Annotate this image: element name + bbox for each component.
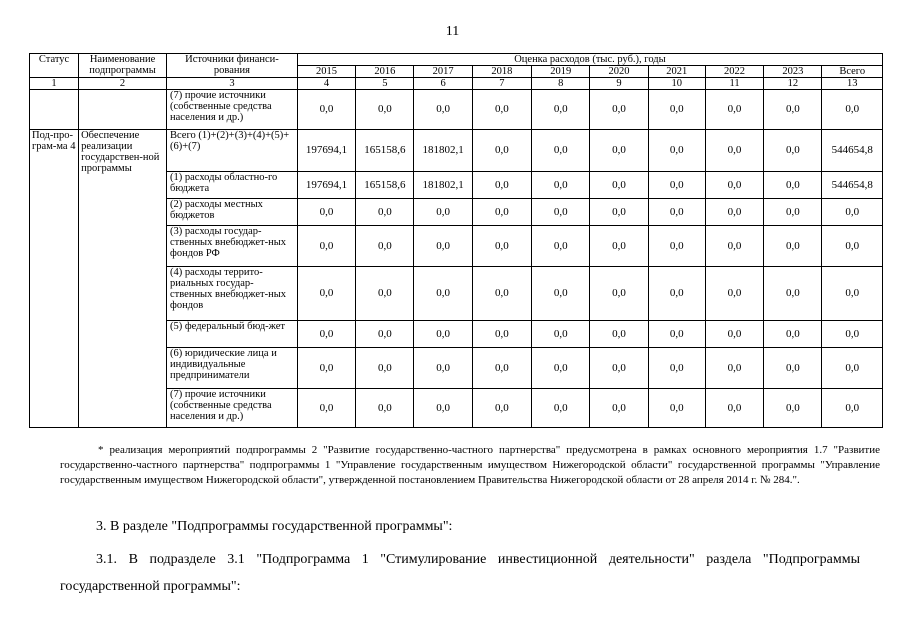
value-cell: 0,0 (648, 348, 705, 389)
source-cell: (5) федеральный бюд-жет (167, 321, 298, 348)
value-cell: 0,0 (297, 199, 355, 226)
column-number: 12 (764, 78, 822, 90)
value-cell: 197694,1 (297, 172, 355, 199)
column-number: 10 (648, 78, 705, 90)
header-year: 2022 (705, 66, 763, 78)
value-cell: 165158,6 (356, 172, 414, 199)
header-year: 2021 (648, 66, 705, 78)
value-cell: 0,0 (590, 130, 648, 172)
value-cell: 0,0 (705, 172, 763, 199)
column-number: 11 (705, 78, 763, 90)
value-cell: 0,0 (532, 348, 590, 389)
value-cell: 0,0 (705, 199, 763, 226)
source-cell: Всего (1)+(2)+(3)+(4)+(5)+(6)+(7) (167, 130, 298, 172)
value-cell: 0,0 (532, 389, 590, 428)
column-number: 3 (167, 78, 298, 90)
column-number: 6 (414, 78, 472, 90)
value-cell: 0,0 (648, 321, 705, 348)
value-cell: 0,0 (648, 267, 705, 321)
value-cell: 0,0 (414, 199, 472, 226)
value-cell: 0,0 (590, 90, 648, 130)
value-cell: 0,0 (472, 130, 531, 172)
value-cell: 0,0 (297, 226, 355, 267)
value-cell: 0,0 (705, 90, 763, 130)
table-row (30, 130, 883, 172)
subprogram-name-cell: Обеспечение реализации государствен-ной программы (79, 130, 167, 428)
value-cell: 197694,1 (297, 130, 355, 172)
value-cell: 0,0 (472, 90, 531, 130)
source-cell: (7) прочие источники (собственные средства населения и др.) (167, 90, 298, 130)
subsection-paragraph: 3.1. В подразделе 3.1 "Подпрограмма 1 "Стимулирование инвестиционной деятельности" раздела "Подпрограммы государственной программы": (60, 552, 860, 594)
header-year: 2020 (590, 66, 648, 78)
value-cell: 0,0 (764, 172, 822, 199)
total-cell: 0,0 (822, 348, 883, 389)
column-number: 9 (590, 78, 648, 90)
value-cell: 0,0 (590, 199, 648, 226)
value-cell: 0,0 (472, 348, 531, 389)
header-status: Статус (30, 54, 79, 78)
source-cell: (7) прочие источники (собственные средства населения и др.) (167, 389, 298, 428)
source-cell: (4) расходы террито-риальных государ-ственных внебюджет-ных фондов (167, 267, 298, 321)
value-cell: 0,0 (472, 172, 531, 199)
subprogram-name-cell (79, 90, 167, 130)
value-cell: 0,0 (705, 321, 763, 348)
value-cell: 0,0 (414, 90, 472, 130)
value-cell: 0,0 (764, 90, 822, 130)
value-cell: 0,0 (472, 389, 531, 428)
value-cell: 0,0 (472, 199, 531, 226)
value-cell: 0,0 (414, 321, 472, 348)
header-total: Всего (822, 66, 883, 78)
total-cell: 0,0 (822, 226, 883, 267)
value-cell: 0,0 (414, 226, 472, 267)
column-number: 13 (822, 78, 883, 90)
value-cell: 0,0 (648, 90, 705, 130)
total-cell: 0,0 (822, 90, 883, 130)
header-year: 2018 (472, 66, 531, 78)
value-cell: 0,0 (297, 267, 355, 321)
value-cell: 0,0 (532, 267, 590, 321)
column-number: 4 (297, 78, 355, 90)
value-cell: 0,0 (356, 199, 414, 226)
value-cell: 0,0 (297, 321, 355, 348)
value-cell: 0,0 (590, 172, 648, 199)
total-cell: 0,0 (822, 389, 883, 428)
value-cell: 0,0 (532, 90, 590, 130)
value-cell: 0,0 (764, 267, 822, 321)
source-cell: (1) расходы областно-го бюджета (167, 172, 298, 199)
section-paragraph: 3. В разделе "Подпрограммы государственной программы": (96, 519, 453, 534)
table-row (30, 90, 883, 130)
value-cell: 0,0 (764, 130, 822, 172)
column-number: 1 (30, 78, 79, 90)
value-cell: 0,0 (472, 226, 531, 267)
total-cell: 544654,8 (822, 172, 883, 199)
value-cell: 0,0 (297, 348, 355, 389)
value-cell: 0,0 (356, 226, 414, 267)
value-cell: 0,0 (590, 321, 648, 348)
column-number: 2 (79, 78, 167, 90)
value-cell: 181802,1 (414, 172, 472, 199)
value-cell: 0,0 (764, 199, 822, 226)
value-cell: 0,0 (590, 267, 648, 321)
value-cell: 0,0 (590, 348, 648, 389)
value-cell: 165158,6 (356, 130, 414, 172)
value-cell: 0,0 (297, 90, 355, 130)
expense-table (29, 53, 883, 428)
total-cell: 0,0 (822, 321, 883, 348)
status-cell: Под-про-грам-ма 4 (30, 130, 79, 428)
value-cell: 0,0 (532, 226, 590, 267)
value-cell: 0,0 (414, 389, 472, 428)
header-year: 2016 (356, 66, 414, 78)
value-cell: 0,0 (414, 267, 472, 321)
value-cell: 0,0 (648, 199, 705, 226)
column-number-row (30, 78, 883, 90)
value-cell: 0,0 (590, 389, 648, 428)
value-cell: 0,0 (590, 226, 648, 267)
value-cell: 0,0 (764, 321, 822, 348)
status-cell (30, 90, 79, 130)
value-cell: 0,0 (648, 130, 705, 172)
header-year: 2019 (532, 66, 590, 78)
value-cell: 0,0 (472, 321, 531, 348)
value-cell: 0,0 (764, 348, 822, 389)
table-header (30, 54, 883, 90)
value-cell: 0,0 (705, 389, 763, 428)
value-cell: 0,0 (297, 389, 355, 428)
value-cell: 0,0 (356, 348, 414, 389)
header-subprogram: Наименование подпрограммы (79, 54, 167, 78)
value-cell: 0,0 (532, 321, 590, 348)
value-cell: 0,0 (705, 130, 763, 172)
value-cell: 0,0 (648, 226, 705, 267)
value-cell: 0,0 (764, 389, 822, 428)
total-cell: 544654,8 (822, 130, 883, 172)
value-cell: 0,0 (356, 90, 414, 130)
header-year: 2015 (297, 66, 355, 78)
column-number: 7 (472, 78, 531, 90)
page-number: 11 (445, 24, 460, 39)
value-cell: 0,0 (414, 348, 472, 389)
column-number: 8 (532, 78, 590, 90)
header-estimate: Оценка расходов (тыс. руб.), годы (297, 54, 882, 66)
value-cell: 0,0 (705, 267, 763, 321)
value-cell: 0,0 (648, 389, 705, 428)
value-cell: 0,0 (532, 172, 590, 199)
value-cell: 0,0 (356, 389, 414, 428)
header-year: 2023 (764, 66, 822, 78)
source-cell: (3) расходы государ-ственных внебюджет-ных фондов РФ (167, 226, 298, 267)
header-sources: Источники финанси-рования (167, 54, 298, 78)
value-cell: 0,0 (356, 321, 414, 348)
value-cell: 0,0 (648, 172, 705, 199)
value-cell: 0,0 (764, 226, 822, 267)
value-cell: 0,0 (705, 226, 763, 267)
footnote: * реализация мероприятий подпрограммы 2 "Развитие государственно-частного партнерства" предусмотрена в рамках основного мероприятия 1.7 "Развитие государственно-частного партнерства" подпрограммы 1 "Управление государственным имуществом Нижегородской области" государственной программы "Управление государственным имуществом Нижегородской области", утвержденной постановлением Правительства Нижегородской области от 28 апреля 2014 г. № 284.". (60, 444, 880, 486)
value-cell: 0,0 (356, 267, 414, 321)
source-cell: (6) юридические лица и индивидуальные предприниматели (167, 348, 298, 389)
source-cell: (2) расходы местных бюджетов (167, 199, 298, 226)
header-year: 2017 (414, 66, 472, 78)
value-cell: 0,0 (705, 348, 763, 389)
value-cell: 181802,1 (414, 130, 472, 172)
total-cell: 0,0 (822, 199, 883, 226)
value-cell: 0,0 (472, 267, 531, 321)
column-number: 5 (356, 78, 414, 90)
value-cell: 0,0 (532, 199, 590, 226)
value-cell: 0,0 (532, 130, 590, 172)
total-cell: 0,0 (822, 267, 883, 321)
